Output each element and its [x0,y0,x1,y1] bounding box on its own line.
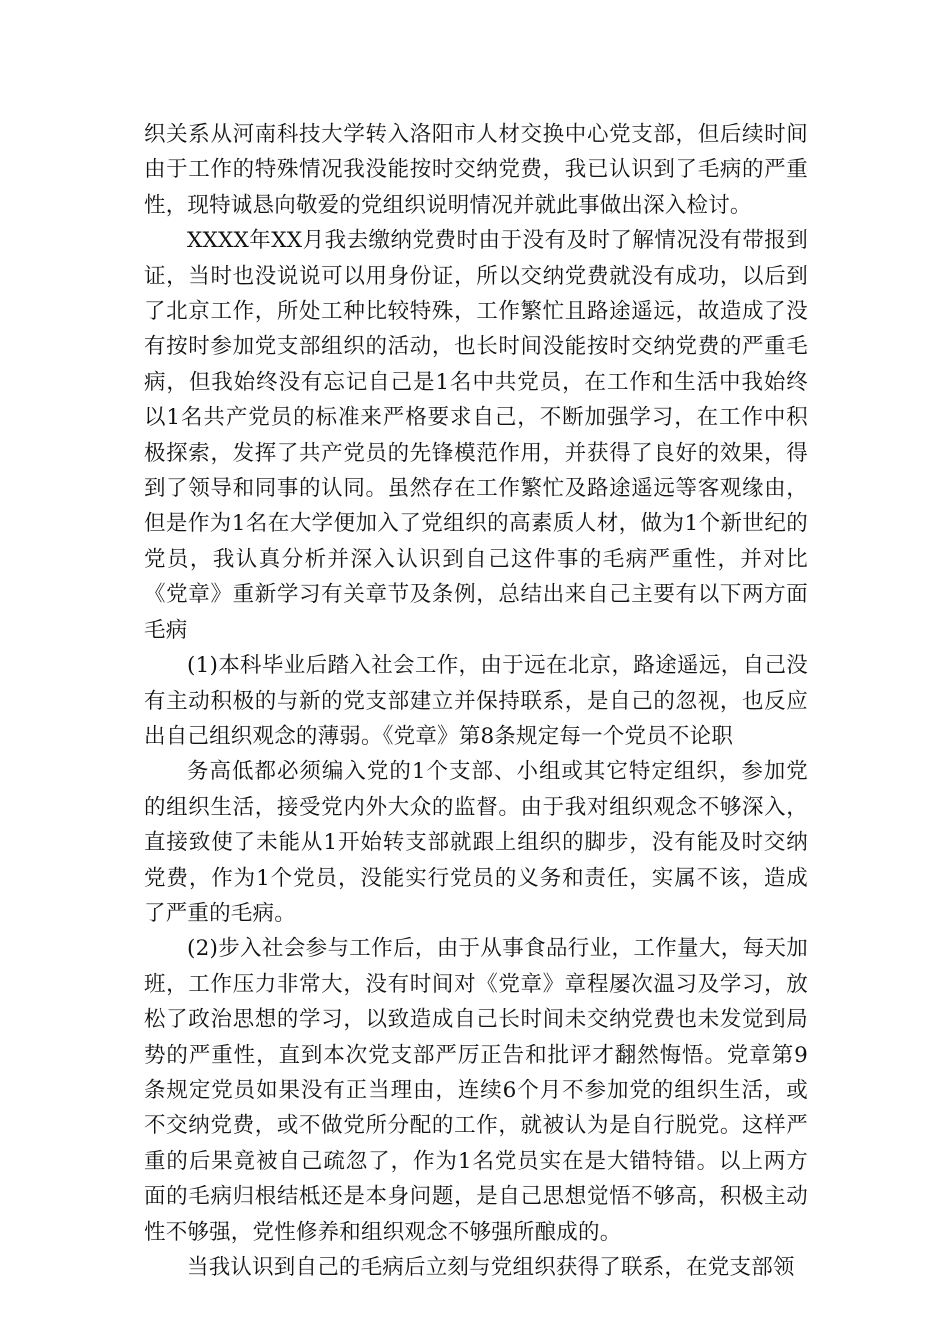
paragraph-1: 织关系从河南科技大学转入洛阳市人材交换中心党支部，但后续时间由于工作的特殊情况我没能按时交纳党费，我已认识到了毛病的严重性，现特诚恳向敬爱的党组织说明情况并就此事做出深入检讨。 [144,122,808,218]
paragraph-4: 务高低都必须编入党的1个支部、小组或其它特定组织，参加党的组织生活，接受党内外大众的监督。由于我对组织观念不够深入，直接致使了未能从1开始转支部就跟上组织的脚步，没有能及时交纳党费，作为1个党员，没能实行党员的义务和责任，实属不该，造成了严重的毛病。 [144,759,808,926]
document-body [144,117,808,1285]
paragraph-5: (2)步入社会参与工作后，由于从事食品行业，工作量大，每天加班，工作压力非常大，没有时间对《党章》章程屡次温习及学习，放松了政治思想的学习，以致造成自己长时间未交纳党费也未发觉到局势的严重性，直到本次党支部严厉正告和批评才翻然悔悟。党章第9条规定党员如果没有正当理由，连续6个月不参加党的组织生活，或不交纳党费，或不做党所分配的工作，就被认为是自行脱党。这样严重的后果竟被自己疏忽了，作为1名党员实在是大错特错。以上两方面的毛病归根结柢还是本身问题，是自己思想觉悟不够高，积极主动性不够强，党性修养和组织观念不够强所酿成的。 [144,936,808,1245]
paragraph-3: (1)本科毕业后踏入社会工作，由于远在北京，路途遥远，自己没有主动积极的与新的党支部建立并保持联系，是自己的忽视，也反应出自己组织观念的薄弱。《党章》第8条规定每一个党员不论职 [144,653,808,749]
paragraph-6: 当我认识到自己的毛病后立刻与党组织获得了联系，在党支部领 [187,1255,795,1280]
paragraph-2: XXXX年XX月我去缴纳党费时由于没有及时了解情况没有带报到证，当时也没说说可以用身份证，所以交纳党费就没有成功，以后到了北京工作，所处工种比较特殊，工作繁忙且路途遥远，故造成了没有按时参加党支部组织的活动，也长时间没能按时交纳党费的严重毛病，但我始终没有忘记自己是1名中共党员，在工作和生活中我始终以1名共产党员的标准来严格要求自己，不断加强学习，在工作中积极探索，发挥了共产党员的先锋模范作用，并获得了良好的效果，得到了领导和同事的认同。虽然存在工作繁忙及路途遥远等客观缘由，但是作为1名在大学便加入了党组织的高素质人材，做为1个新世纪的党员，我认真分析并深入认识到自己这件事的毛病严重性，并对比《党章》重新学习有关章节及条例，总结出来自己主要有以下两方面毛病 [144,228,808,643]
